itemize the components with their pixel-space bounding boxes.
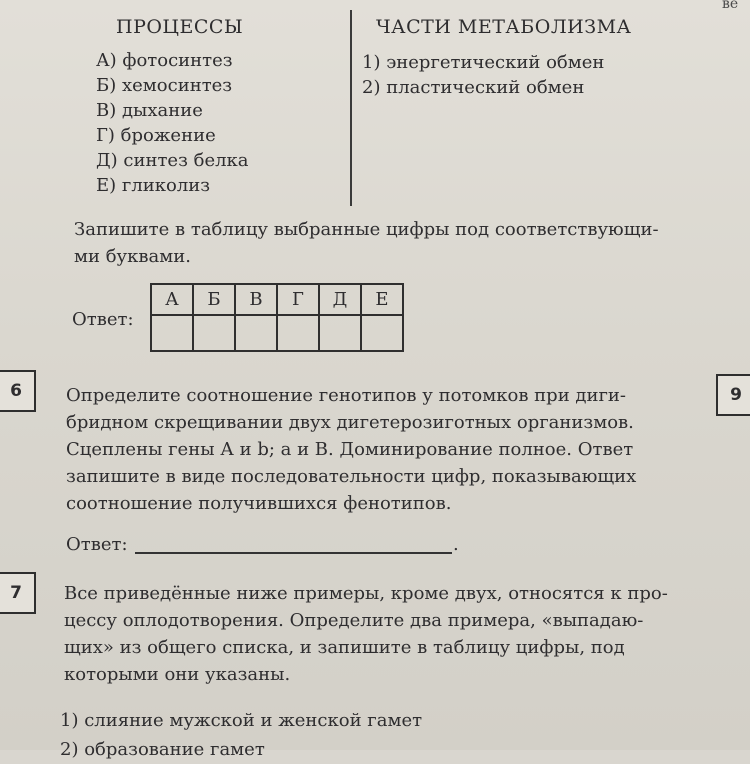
side-task-9-number: 9	[716, 374, 750, 416]
task-7-option-1: 1) слияние мужской и женской гамет	[60, 710, 423, 731]
task-6-answer-line[interactable]	[135, 552, 452, 554]
task-7-text	[64, 580, 668, 688]
processes-list	[96, 48, 249, 198]
instruction-line-1: Запишите в таблицу выбранные цифры под соответствующи-	[74, 219, 659, 240]
answer-header-e: Е	[361, 284, 403, 315]
answer-label: Ответ:	[72, 309, 134, 330]
process-item-a: А) фотосинтез	[96, 50, 233, 71]
task-6-line-1: Определите соотношение генотипов у потомков при диги-	[66, 385, 627, 406]
answer-cell-b[interactable]	[193, 315, 235, 351]
task-6-line-2: бридном скрещивании двух дигетерозиготных организмов.	[66, 412, 634, 433]
part-item-1: 1) энергетический обмен	[362, 52, 605, 73]
part-item-2: 2) пластический обмен	[362, 77, 585, 98]
metabolism-parts-list	[362, 50, 604, 100]
answer-header-d: Д	[319, 284, 361, 315]
column-divider	[350, 10, 352, 206]
answer-cell-v[interactable]	[235, 315, 277, 351]
answer-header-v: В	[235, 284, 277, 315]
answer-table	[150, 283, 404, 352]
answer-header-g: Г	[277, 284, 319, 315]
processes-header: ПРОЦЕССЫ	[116, 16, 244, 38]
process-item-d: Д) синтез белка	[96, 150, 249, 171]
task-7-line-2: цессу оплодотворения. Определите два примера, «выпадаю-	[64, 610, 644, 631]
process-item-v: В) дыхание	[96, 100, 203, 121]
answer-table-input-row	[151, 315, 403, 351]
answer-header-a: А	[151, 284, 193, 315]
task-7-line-1: Все приведённые ниже примеры, кроме двух, относятся к про-	[64, 583, 668, 604]
answer-header-b: Б	[193, 284, 235, 315]
task-7-options	[60, 706, 422, 764]
task-6-line-4: запишите в виде последовательности цифр, показывающих	[66, 466, 637, 487]
task-6-line-5: соотношение получившихся фенотипов.	[66, 493, 452, 514]
process-item-b: Б) хемосинтез	[96, 75, 233, 96]
instruction-text	[74, 216, 659, 270]
answer-cell-g[interactable]	[277, 315, 319, 351]
task-6-answer-label: Ответ:	[66, 534, 128, 555]
metabolism-parts-header: ЧАСТИ МЕТАБОЛИЗМА	[376, 16, 632, 38]
task-6-number: 6	[0, 370, 36, 412]
task-7-option-2: 2) образование гамет	[60, 739, 265, 760]
process-item-e: Е) гликолиз	[96, 175, 211, 196]
task-7-line-4: которыми они указаны.	[64, 664, 291, 685]
top-right-fragment: ве	[722, 0, 739, 12]
task-7-line-3: щих» из общего списка, и запишите в таблицу цифры, под	[64, 637, 625, 658]
task-6-line-3: Сцеплены гены А и b; а и В. Доминирование полное. Ответ	[66, 439, 634, 460]
answer-cell-e[interactable]	[361, 315, 403, 351]
process-item-g: Г) брожение	[96, 125, 216, 146]
answer-table-header-row	[151, 284, 403, 315]
task-6-text	[66, 382, 636, 517]
task-7-number: 7	[0, 572, 36, 614]
answer-cell-a[interactable]	[151, 315, 193, 351]
answer-cell-d[interactable]	[319, 315, 361, 351]
instruction-line-2: ми буквами.	[74, 246, 191, 267]
task-6-answer-period: .	[453, 534, 459, 555]
